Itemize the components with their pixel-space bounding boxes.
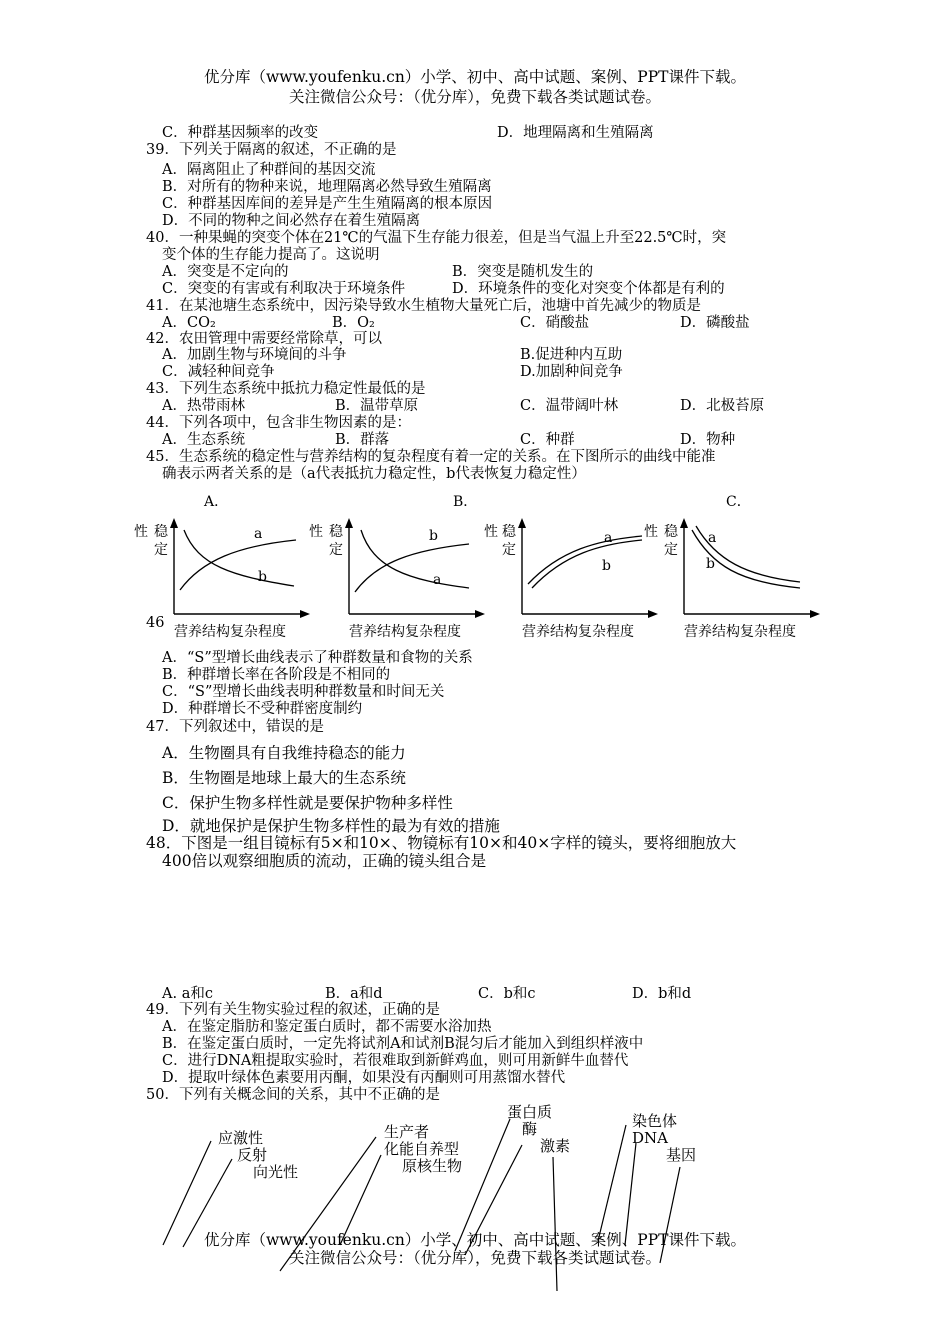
q40-option-b: B．突变是随机发生的 bbox=[452, 264, 594, 280]
chart-c-ylabel-2: 稳 bbox=[502, 524, 516, 540]
chart-c-ylabel-3: 定 bbox=[502, 542, 516, 558]
chart-b-curve-a bbox=[361, 530, 469, 588]
chart-b-label-bottom: a bbox=[433, 572, 442, 588]
header-line-2: 关注微信公众号：（优分库），免费下载各类试题试卷。 bbox=[288, 88, 661, 106]
q40-option-d: D．环境条件的变化对突变个体都是有利的 bbox=[452, 281, 725, 297]
q39-option-b: B．对所有的物种来说，地理隔离必然导致生殖隔离 bbox=[162, 179, 492, 195]
q46-option-d: D．种群增长不受种群密度制约 bbox=[162, 701, 363, 717]
q47-option-b: B．生物圈是地球上最大的生态系统 bbox=[162, 769, 406, 787]
chart-d-ylabel-3: 定 bbox=[664, 542, 678, 558]
q48-option-c: C．b和c bbox=[478, 986, 536, 1002]
q50-concept-diagram bbox=[0, 1095, 950, 1344]
q49-option-a: A．在鉴定脂肪和鉴定蛋白质时，都不需要水浴加热 bbox=[162, 1019, 492, 1035]
chart-a-curve-b bbox=[184, 530, 294, 586]
q47-option-a: A．生物圈具有自我维持稳态的能力 bbox=[162, 744, 406, 762]
q42-option-a: A．加剧生物与环境间的斗争 bbox=[162, 347, 347, 363]
chart-d bbox=[640, 488, 880, 648]
q48-option-a: A. a和c bbox=[162, 986, 213, 1002]
diag-c-3: 激素 bbox=[540, 1137, 571, 1155]
q50-stem: 50．下列有关概念间的关系，其中不正确的是 bbox=[146, 1087, 440, 1103]
q38-option-d: D．地理隔离和生殖隔离 bbox=[497, 125, 654, 141]
chart-b-xlabel: 营养结构复杂程度 bbox=[349, 624, 461, 640]
chart-d-letter: C． bbox=[726, 494, 751, 510]
q40-option-c: C．突变的有害或有利取决于环境条件 bbox=[162, 281, 406, 297]
q43-stem: 43．下列生态系统中抵抗力稳定性最低的是 bbox=[146, 381, 426, 397]
diag-line-1 bbox=[163, 1141, 211, 1245]
chart-a-ylabel-2: 稳 bbox=[154, 524, 168, 540]
q46-option-a: A．“S”型增长曲线表示了种群数量和食物的关系 bbox=[162, 650, 473, 666]
diag-a-1: 应激性 bbox=[218, 1129, 264, 1147]
q44-option-a: A．生态系统 bbox=[162, 432, 245, 448]
chart-c-curve-a bbox=[528, 536, 642, 584]
q46-number: 46 bbox=[146, 615, 165, 631]
q44-option-d: D．物种 bbox=[680, 432, 736, 448]
diag-line-8 bbox=[598, 1125, 626, 1241]
q40-stem-line1: 40．一种果蝇的突变个体在21℃的气温下生存能力很差，但是当气温上升至22.5℃时，突 bbox=[146, 230, 727, 246]
chart-d-x-arrow bbox=[810, 610, 820, 618]
footer-line-2: 关注微信公众号：（优分库），免费下载各类试题试卷。 bbox=[288, 1249, 661, 1267]
q49-stem: 49．下列有关生物实验过程的叙述，正确的是 bbox=[146, 1002, 440, 1018]
q49-option-d: D．提取叶绿体色素要用丙酮，如果没有丙酮则可用蒸馏水替代 bbox=[162, 1070, 566, 1086]
chart-d-label-bottom: b bbox=[706, 556, 715, 572]
chart-c-ylabel-1: 性 bbox=[484, 524, 498, 540]
q41-stem: 41．在某池塘生态系统中，因污染导致水生植物大量死亡后，池塘中首先减少的物质是 bbox=[146, 298, 701, 314]
q44-stem: 44．下列各项中，包含非生物因素的是： bbox=[146, 415, 411, 431]
diag-line-9 bbox=[625, 1143, 636, 1245]
q41-option-c: C．硝酸盐 bbox=[520, 315, 590, 331]
q40-stem-line2: 变个体的生存能力提高了。这说明 bbox=[162, 247, 380, 263]
q41-option-d: D．磷酸盐 bbox=[680, 315, 750, 331]
q44-option-c: C．种群 bbox=[520, 432, 575, 448]
q47-stem: 47．下列叙述中，错误的是 bbox=[146, 719, 324, 735]
chart-d-label-top: a bbox=[708, 530, 717, 546]
q46-option-b: B．种群增长率在各阶段是不相同的 bbox=[162, 667, 391, 683]
chart-b-label-top: b bbox=[429, 528, 438, 544]
q45-stem-line1: 45．生态系统的稳定性与营养结构的复杂程度有着一定的关系。在下图所示的曲线中能准 bbox=[146, 449, 716, 465]
chart-c-xlabel: 营养结构复杂程度 bbox=[522, 624, 634, 640]
diag-a-3: 向光性 bbox=[253, 1163, 299, 1181]
q42-option-d: D.加剧种间竞争 bbox=[520, 364, 623, 380]
chart-c-label-top: a bbox=[604, 530, 613, 546]
q43-option-d: D．北极苔原 bbox=[680, 398, 765, 414]
chart-d-y-arrow bbox=[680, 518, 688, 528]
diag-d-2: DNA bbox=[632, 1129, 668, 1147]
q42-option-c: C．减轻种间竞争 bbox=[162, 364, 275, 380]
chart-b-ylabel-2: 稳 bbox=[329, 524, 343, 540]
diag-d-1: 染色体 bbox=[632, 1112, 678, 1130]
chart-c-curve-b bbox=[532, 540, 642, 588]
chart-a-letter: A． bbox=[204, 494, 229, 510]
q46-option-c: C．“S”型增长曲线表明种群数量和时间无关 bbox=[162, 684, 445, 700]
chart-c-label-bottom: b bbox=[602, 558, 611, 574]
chart-a-y-arrow bbox=[170, 518, 178, 528]
chart-d-ylabel-2: 稳 bbox=[664, 524, 678, 540]
q48-option-d: D．b和d bbox=[632, 986, 692, 1002]
q43-option-c: C．温带阔叶林 bbox=[520, 398, 619, 414]
q42-option-b: B.促进种内互助 bbox=[520, 347, 623, 363]
chart-b-letter: B． bbox=[453, 494, 478, 510]
q48-stem-line1: 48．下图是一组目镜标有5×和10×、物镜标有10×和40×字样的镜头，要将细胞放大 bbox=[146, 834, 737, 852]
diag-d-3: 基因 bbox=[666, 1146, 697, 1164]
q48-stem-line2: 400倍以观察细胞质的流动，正确的镜头组合是 bbox=[162, 852, 487, 870]
diag-line-7 bbox=[553, 1157, 557, 1291]
q48-option-b: B．a和d bbox=[325, 986, 383, 1002]
q41-option-b: B．O₂ bbox=[332, 315, 375, 331]
chart-d-ylabel-1: 性 bbox=[644, 524, 658, 540]
q41-option-a: A．CO₂ bbox=[162, 315, 216, 331]
chart-b-y-arrow bbox=[345, 518, 353, 528]
chart-b-ylabel-1: 性 bbox=[309, 524, 323, 540]
diag-c-1: 蛋白质 bbox=[507, 1103, 553, 1121]
chart-a-xlabel: 营养结构复杂程度 bbox=[174, 624, 286, 640]
q38-option-c: C．种群基因频率的改变 bbox=[162, 125, 319, 141]
diag-c-2: 酶 bbox=[522, 1120, 538, 1138]
diag-b-1: 生产者 bbox=[384, 1123, 430, 1141]
diag-a-2: 反射 bbox=[237, 1146, 268, 1164]
q40-option-a: A．突变是不定向的 bbox=[162, 264, 289, 280]
chart-c-y-arrow bbox=[518, 518, 526, 528]
q43-option-b: B．温带草原 bbox=[335, 398, 419, 414]
q45-stem-line2: 确表示两者关系的是（a代表抵抗力稳定性，b代表恢复力稳定性） bbox=[162, 466, 586, 482]
q39-option-c: C．种群基因库间的差异是产生生殖隔离的根本原因 bbox=[162, 196, 493, 212]
chart-a-ylabel-3: 定 bbox=[154, 542, 168, 558]
diag-b-3: 原核生物 bbox=[402, 1157, 463, 1175]
q39-option-a: A．隔离阻止了种群间的基因交流 bbox=[162, 162, 376, 178]
header-line-1: 优分库（www.youfenku.cn）小学、初中、高中试题、案例、PPT课件下载。 bbox=[203, 68, 747, 86]
chart-a-label-top: a bbox=[254, 526, 263, 542]
diag-b-2: 化能自养型 bbox=[384, 1140, 460, 1158]
q47-option-c: C．保护生物多样性就是要保护物种多样性 bbox=[162, 794, 453, 812]
chart-a-ylabel-1: 性 bbox=[134, 524, 148, 540]
chart-d-xlabel: 营养结构复杂程度 bbox=[684, 624, 796, 640]
q49-option-c: C．进行DNA粗提取实验时，若很难取到新鲜鸡血，则可用新鲜牛血替代 bbox=[162, 1053, 629, 1069]
q43-option-a: A．热带雨林 bbox=[162, 398, 245, 414]
footer-line-1: 优分库（www.youfenku.cn）小学、初中、高中试题、案例、PPT课件下载。 bbox=[203, 1231, 747, 1249]
q42-stem: 42．农田管理中需要经常除草，可以 bbox=[146, 331, 382, 347]
chart-b-ylabel-3: 定 bbox=[329, 542, 343, 558]
q39-stem: 39．下列关于隔离的叙述，不正确的是 bbox=[146, 142, 397, 158]
q39-option-d: D．不同的物种之间必然存在着生殖隔离 bbox=[162, 213, 421, 229]
chart-a-label-bottom: b bbox=[258, 569, 267, 585]
q49-option-b: B．在鉴定蛋白质时，一定先将试剂A和试剂B混匀后才能加入到组织样液中 bbox=[162, 1036, 644, 1052]
q47-option-d: D．就地保护是保护生物多样性的最为有效的措施 bbox=[162, 817, 500, 835]
chart-a-curve-a bbox=[180, 540, 296, 590]
q44-option-b: B．群落 bbox=[335, 432, 390, 448]
